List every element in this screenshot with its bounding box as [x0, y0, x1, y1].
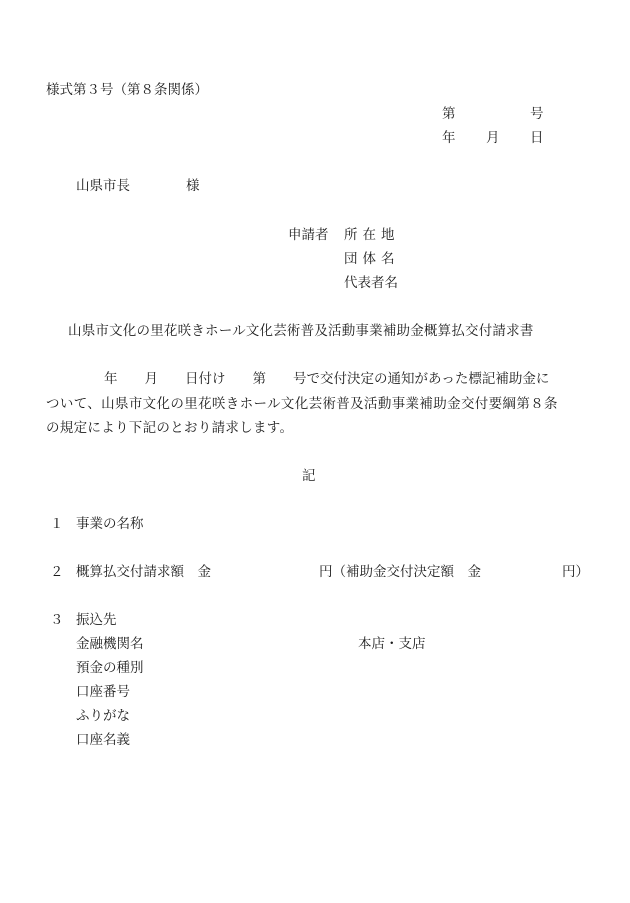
transfer-destination-label: 振込先	[76, 612, 117, 628]
project-name-label: 事業の名称	[76, 516, 144, 532]
form-number: 様式第３号（第８条関係）	[46, 82, 208, 98]
body-text-line: ついて、山県市文化の里花咲きホール文化芸術普及活動事業補助金交付要綱第８条	[46, 396, 558, 412]
ki-heading: 記	[302, 468, 316, 484]
body-text-line: 年 月 日付け 第 号で交付決定の通知があった標記補助金に	[104, 371, 550, 387]
furigana-label: ふりがな	[76, 708, 130, 724]
applicant-organization-label: 団体名	[344, 251, 400, 267]
item-number: １	[50, 516, 64, 532]
applicant-address-label: 所在地	[344, 227, 400, 243]
branch-label: 本店・支店	[358, 636, 426, 652]
account-number-label: 口座番号	[76, 684, 130, 700]
document-title: 山県市文化の里花咲きホール文化芸術普及活動事業補助金概算払交付請求書	[68, 323, 534, 339]
date-day-label: 日	[530, 130, 544, 146]
item-number: ３	[50, 612, 64, 628]
deposit-type-label: 預金の種別	[76, 660, 144, 676]
document-number-suffix: 号	[530, 106, 544, 122]
document-number-prefix: 第	[442, 106, 456, 122]
applicant-representative-label: 代表者名	[344, 275, 398, 291]
body-text-line: の規定により下記のとおり請求します。	[46, 420, 294, 436]
addressee-name: 山県市長	[76, 178, 130, 194]
applicant-label: 申請者	[288, 227, 329, 243]
item-number: ２	[50, 564, 64, 580]
account-name-label: 口座名義	[76, 732, 130, 748]
date-month-label: 月	[486, 130, 500, 146]
request-amount-line: 概算払交付請求額 金 円（補助金交付決定額 金 円）	[76, 564, 589, 580]
addressee-honorific: 様	[186, 178, 200, 194]
bank-name-label: 金融機関名	[76, 636, 144, 652]
date-year-label: 年	[442, 130, 456, 146]
